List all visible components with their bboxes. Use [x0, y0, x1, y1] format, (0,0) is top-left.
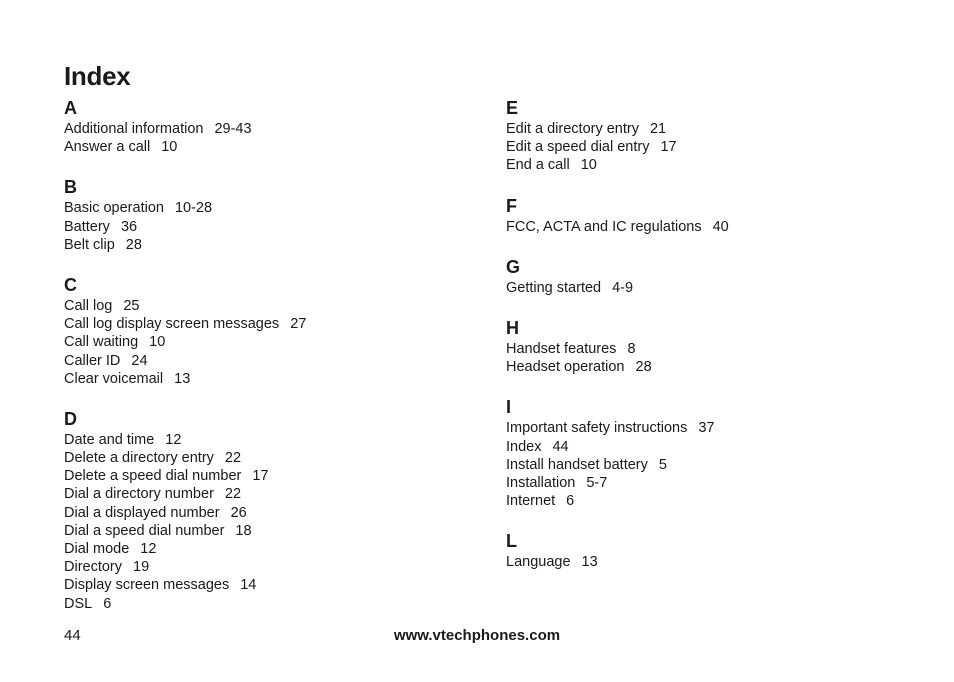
index-entry [506, 340, 906, 358]
index-term: Installation [506, 474, 576, 491]
index-entry [64, 236, 464, 254]
index-section-l [506, 530, 906, 571]
index-term: Dial a directory number [64, 486, 214, 503]
index-entry [506, 419, 906, 437]
index-term: Delete a directory entry [64, 450, 214, 467]
index-entry [64, 504, 464, 522]
index-entry [64, 138, 464, 156]
index-term: Caller ID [64, 352, 121, 369]
index-section-b [64, 176, 464, 254]
index-entry [64, 485, 464, 503]
index-page-ref: 26 [230, 504, 247, 521]
index-section-c [64, 274, 464, 388]
index-term: Battery [64, 218, 110, 235]
index-entry [64, 595, 464, 613]
index-entry [506, 218, 906, 236]
index-entry [506, 279, 906, 297]
index-term: Answer a call [64, 139, 151, 156]
index-page-ref: 6 [103, 595, 112, 612]
index-entry [506, 156, 906, 174]
index-term: Internet [506, 493, 556, 510]
index-page-ref: 37 [698, 420, 715, 437]
index-page-ref: 27 [290, 316, 307, 333]
index-page-ref: 10 [161, 139, 178, 156]
index-column-right [506, 97, 906, 591]
index-entry [64, 120, 464, 138]
index-section-h [506, 317, 906, 376]
index-term: Dial a speed dial number [64, 522, 225, 539]
index-page-ref: 17 [252, 468, 269, 485]
index-term: Call log display screen messages [64, 316, 280, 333]
index-term: FCC, ACTA and IC regulations [506, 218, 702, 235]
index-term: Clear voicemail [64, 370, 164, 387]
index-term: Handset features [506, 340, 617, 357]
index-section-g [506, 256, 906, 297]
index-entry [506, 438, 906, 456]
index-column-left [64, 97, 464, 633]
index-entry [64, 370, 464, 388]
index-entry [64, 522, 464, 540]
section-letter: L [506, 531, 517, 552]
index-entry [506, 138, 906, 156]
index-entry [506, 456, 906, 474]
index-page-ref: 10-28 [174, 200, 213, 217]
section-letter: C [64, 274, 77, 295]
index-page-ref: 13 [581, 554, 598, 571]
index-page-ref: 21 [649, 121, 667, 137]
index-entry [64, 297, 464, 315]
section-letter: D [64, 408, 77, 429]
index-page-ref: 12 [140, 541, 157, 557]
footer-url: www.vtechphones.com [393, 627, 561, 644]
index-page-ref: 14 [240, 577, 257, 594]
index-section-d [64, 408, 464, 613]
index-term: Call waiting [64, 334, 139, 351]
index-entry [64, 431, 464, 449]
index-page-ref: 10 [580, 157, 597, 174]
index-entry [64, 558, 464, 576]
index-page-ref: 40 [712, 218, 729, 235]
section-letter: I [506, 397, 512, 418]
index-term: Language [506, 554, 571, 571]
section-letter: A [64, 98, 77, 118]
index-term: Edit a speed dial entry [506, 139, 650, 156]
index-term: Directory [64, 559, 123, 576]
index-term: Install handset battery [506, 456, 648, 473]
index-page-ref: 29-43 [214, 121, 252, 137]
index-page-ref: 28 [635, 359, 652, 376]
page-title: Index [64, 61, 131, 91]
index-term: End a call [506, 157, 570, 174]
index-page-ref: 5 [658, 456, 667, 473]
index-term: Getting started [506, 279, 602, 296]
index-term: Additional information [64, 121, 204, 137]
index-term: Display screen messages [64, 577, 230, 594]
index-term: Index [506, 438, 542, 455]
index-page-ref: 22 [224, 486, 242, 503]
index-entry [64, 467, 464, 485]
index-page-ref: 5-7 [586, 474, 608, 491]
index-page-ref: 19 [133, 559, 150, 576]
index-entry [506, 358, 906, 376]
index-term: Edit a directory entry [506, 121, 639, 137]
index-entry [506, 553, 906, 571]
index-page-ref: 36 [120, 218, 138, 235]
index-page-ref: 13 [174, 370, 191, 387]
index-entry [506, 120, 906, 138]
index-entry [506, 474, 906, 492]
footer-page-number: 44 [64, 627, 81, 644]
index-term: Important safety instructions [506, 420, 688, 437]
index-page-ref: 25 [123, 297, 140, 314]
index-section-e [506, 97, 906, 175]
index-page-ref: 12 [165, 431, 182, 448]
section-letter: H [506, 317, 519, 338]
index-term: Basic operation [64, 200, 164, 217]
section-letter: G [506, 256, 521, 277]
index-entry [64, 540, 464, 558]
index-term: Delete a speed dial number [64, 468, 242, 485]
index-term: DSL [64, 595, 93, 612]
index-page-ref: 44 [552, 438, 569, 455]
index-entry [64, 333, 464, 351]
index-entry [64, 315, 464, 333]
index-term: Dial a displayed number [64, 504, 220, 521]
index-term: Headset operation [506, 359, 625, 376]
index-section-a [64, 97, 464, 156]
index-section-f [506, 195, 906, 236]
index-section-i [506, 396, 906, 510]
index-page-ref: 18 [235, 522, 252, 539]
index-page-ref: 4-9 [612, 279, 634, 296]
index-page-ref: 22 [224, 450, 242, 467]
index-entry [64, 449, 464, 467]
index-page-ref: 8 [627, 340, 636, 357]
index-term: Date and time [64, 431, 155, 448]
index-entry [506, 492, 906, 510]
index-page-ref: 6 [566, 493, 575, 510]
section-letter: E [506, 98, 519, 118]
index-page-ref: 28 [125, 236, 142, 253]
index-term: Dial mode [64, 541, 130, 557]
index-entry [64, 218, 464, 236]
section-letter: F [506, 195, 517, 216]
index-page-ref: 24 [131, 352, 148, 369]
index-page-ref: 10 [149, 334, 166, 351]
index-term: Call log [64, 297, 113, 314]
index-page-ref: 17 [660, 139, 677, 156]
index-entry [64, 576, 464, 594]
index-term: Belt clip [64, 236, 115, 253]
index-entry [64, 199, 464, 217]
index-entry [64, 352, 464, 370]
section-letter: B [64, 177, 77, 198]
